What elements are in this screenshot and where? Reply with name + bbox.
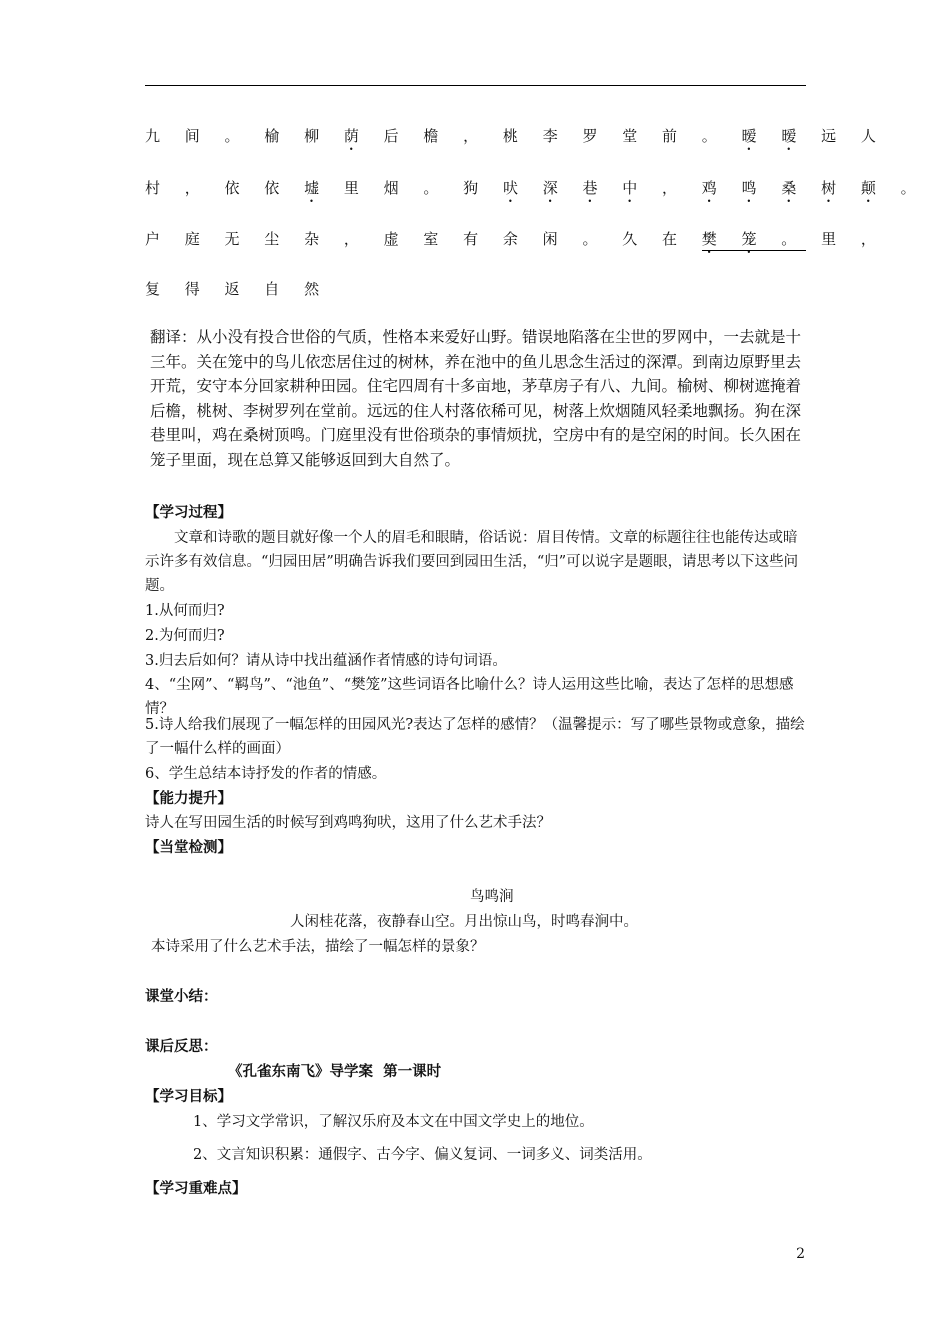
check-poem-title: 鸟鸣涧 — [470, 889, 514, 905]
translation-paragraph: 翻译：从小没有投合世俗的气质，性格本来爱好山野。错误地陷落在尘世的罗网中，一去就是十三年。关在笼中的鸟儿依恋居住过的树林，养在池中的鱼儿思念生活过的深潭。到南边原野里去开荒，安守本分回家耕种田园。住宅四周有十多亩地，茅草房子有八、九间。榆树、柳树遮掩着后檐，桃树、李树罗列在堂前。远远的住人村落依稀可见，树落上炊烟随风轻柔地飘扬。狗在深巷里叫，鸡在桑树顶鸣。门庭里没有世俗琐杂的事情烦扰，空房中有的是空闲的时间。长久困在笼子里面，现在总算又能够返回到大自然了。 — [150, 328, 802, 469]
poem-line-1: 九 间 。 榆 柳 荫 后 檐 ， 桃 李 罗 堂 前 。 暧 暧 远 人 — [145, 127, 886, 145]
poem-line-2: 村 ， 依 依 墟 里 烟 。 狗 吠 深 巷 中 ， 鸡 鸣 桑 树 颠 。 — [145, 179, 926, 197]
check-question: 本诗采用了什么艺术手法，描绘了一幅怎样的景象？ — [151, 939, 485, 955]
question-1: 1.从何而归? — [145, 603, 225, 619]
header-rule — [145, 85, 806, 86]
poem-line-3: 户 庭 无 尘 杂 ， 虚 室 有 余 闲 。 久 在 樊 笼 。 里 ， — [145, 228, 886, 257]
goal-2: 2、文言知识积累：通假字、古今字、偏义复词、一词多义、词类活用。 — [193, 1147, 652, 1163]
reflection-label: 课后反思： — [145, 1039, 218, 1055]
goals-heading: 【学习目标】 — [145, 1089, 232, 1105]
question-3: 3.归去后如何？请从诗中找出蕴涵作者情感的诗句词语。 — [145, 653, 507, 669]
difficulty-heading: 【学习重难点】 — [145, 1181, 247, 1197]
process-heading: 【学习过程】 — [145, 505, 232, 521]
ability-question: 诗人在写田园生活的时候写到鸡鸣狗吠，这用了什么艺术手法？ — [145, 815, 551, 831]
question-6: 6、学生总结本诗抒发的作者的情感。 — [145, 766, 387, 782]
lesson-title: 《孔雀东南飞》导学案 第一课时 — [228, 1064, 442, 1080]
page-number: 2 — [796, 1246, 805, 1262]
poem-line-4: 复 得 返 自 然 — [145, 280, 330, 298]
summary-label: 课堂小结： — [145, 989, 218, 1005]
check-heading: 【当堂检测】 — [145, 840, 232, 856]
process-intro: 文章和诗歌的题目就好像一个人的眉毛和眼睛，俗话说：眉目传情。文章的标题往往也能传达或暗示许多有效信息。“归园田居”明确告诉我们要回到园田生活，“归”可以说字是题眼，请思考以下这些问题。 — [145, 530, 799, 594]
question-4: 4、“尘网”、“羁鸟”、“池鱼”、“樊笼”这些词语各比喻什么？诗人运用这些比喻，表达了怎样的思想感情？ — [145, 677, 794, 717]
question-2: 2.为何而归? — [145, 628, 225, 644]
question-5: 5.诗人给我们展现了一幅怎样的田园风光?表达了怎样的感情？（温馨提示：写了哪些景物或意象，描绘了一幅什么样的画面） — [145, 717, 805, 757]
goal-1: 1、学习文学常识，了解汉乐府及本文在中国文学史上的地位。 — [193, 1114, 594, 1130]
check-poem-text: 人闲桂花落，夜静春山空。月出惊山鸟，时鸣春涧中。 — [290, 914, 638, 930]
ability-heading: 【能力提升】 — [145, 791, 232, 807]
